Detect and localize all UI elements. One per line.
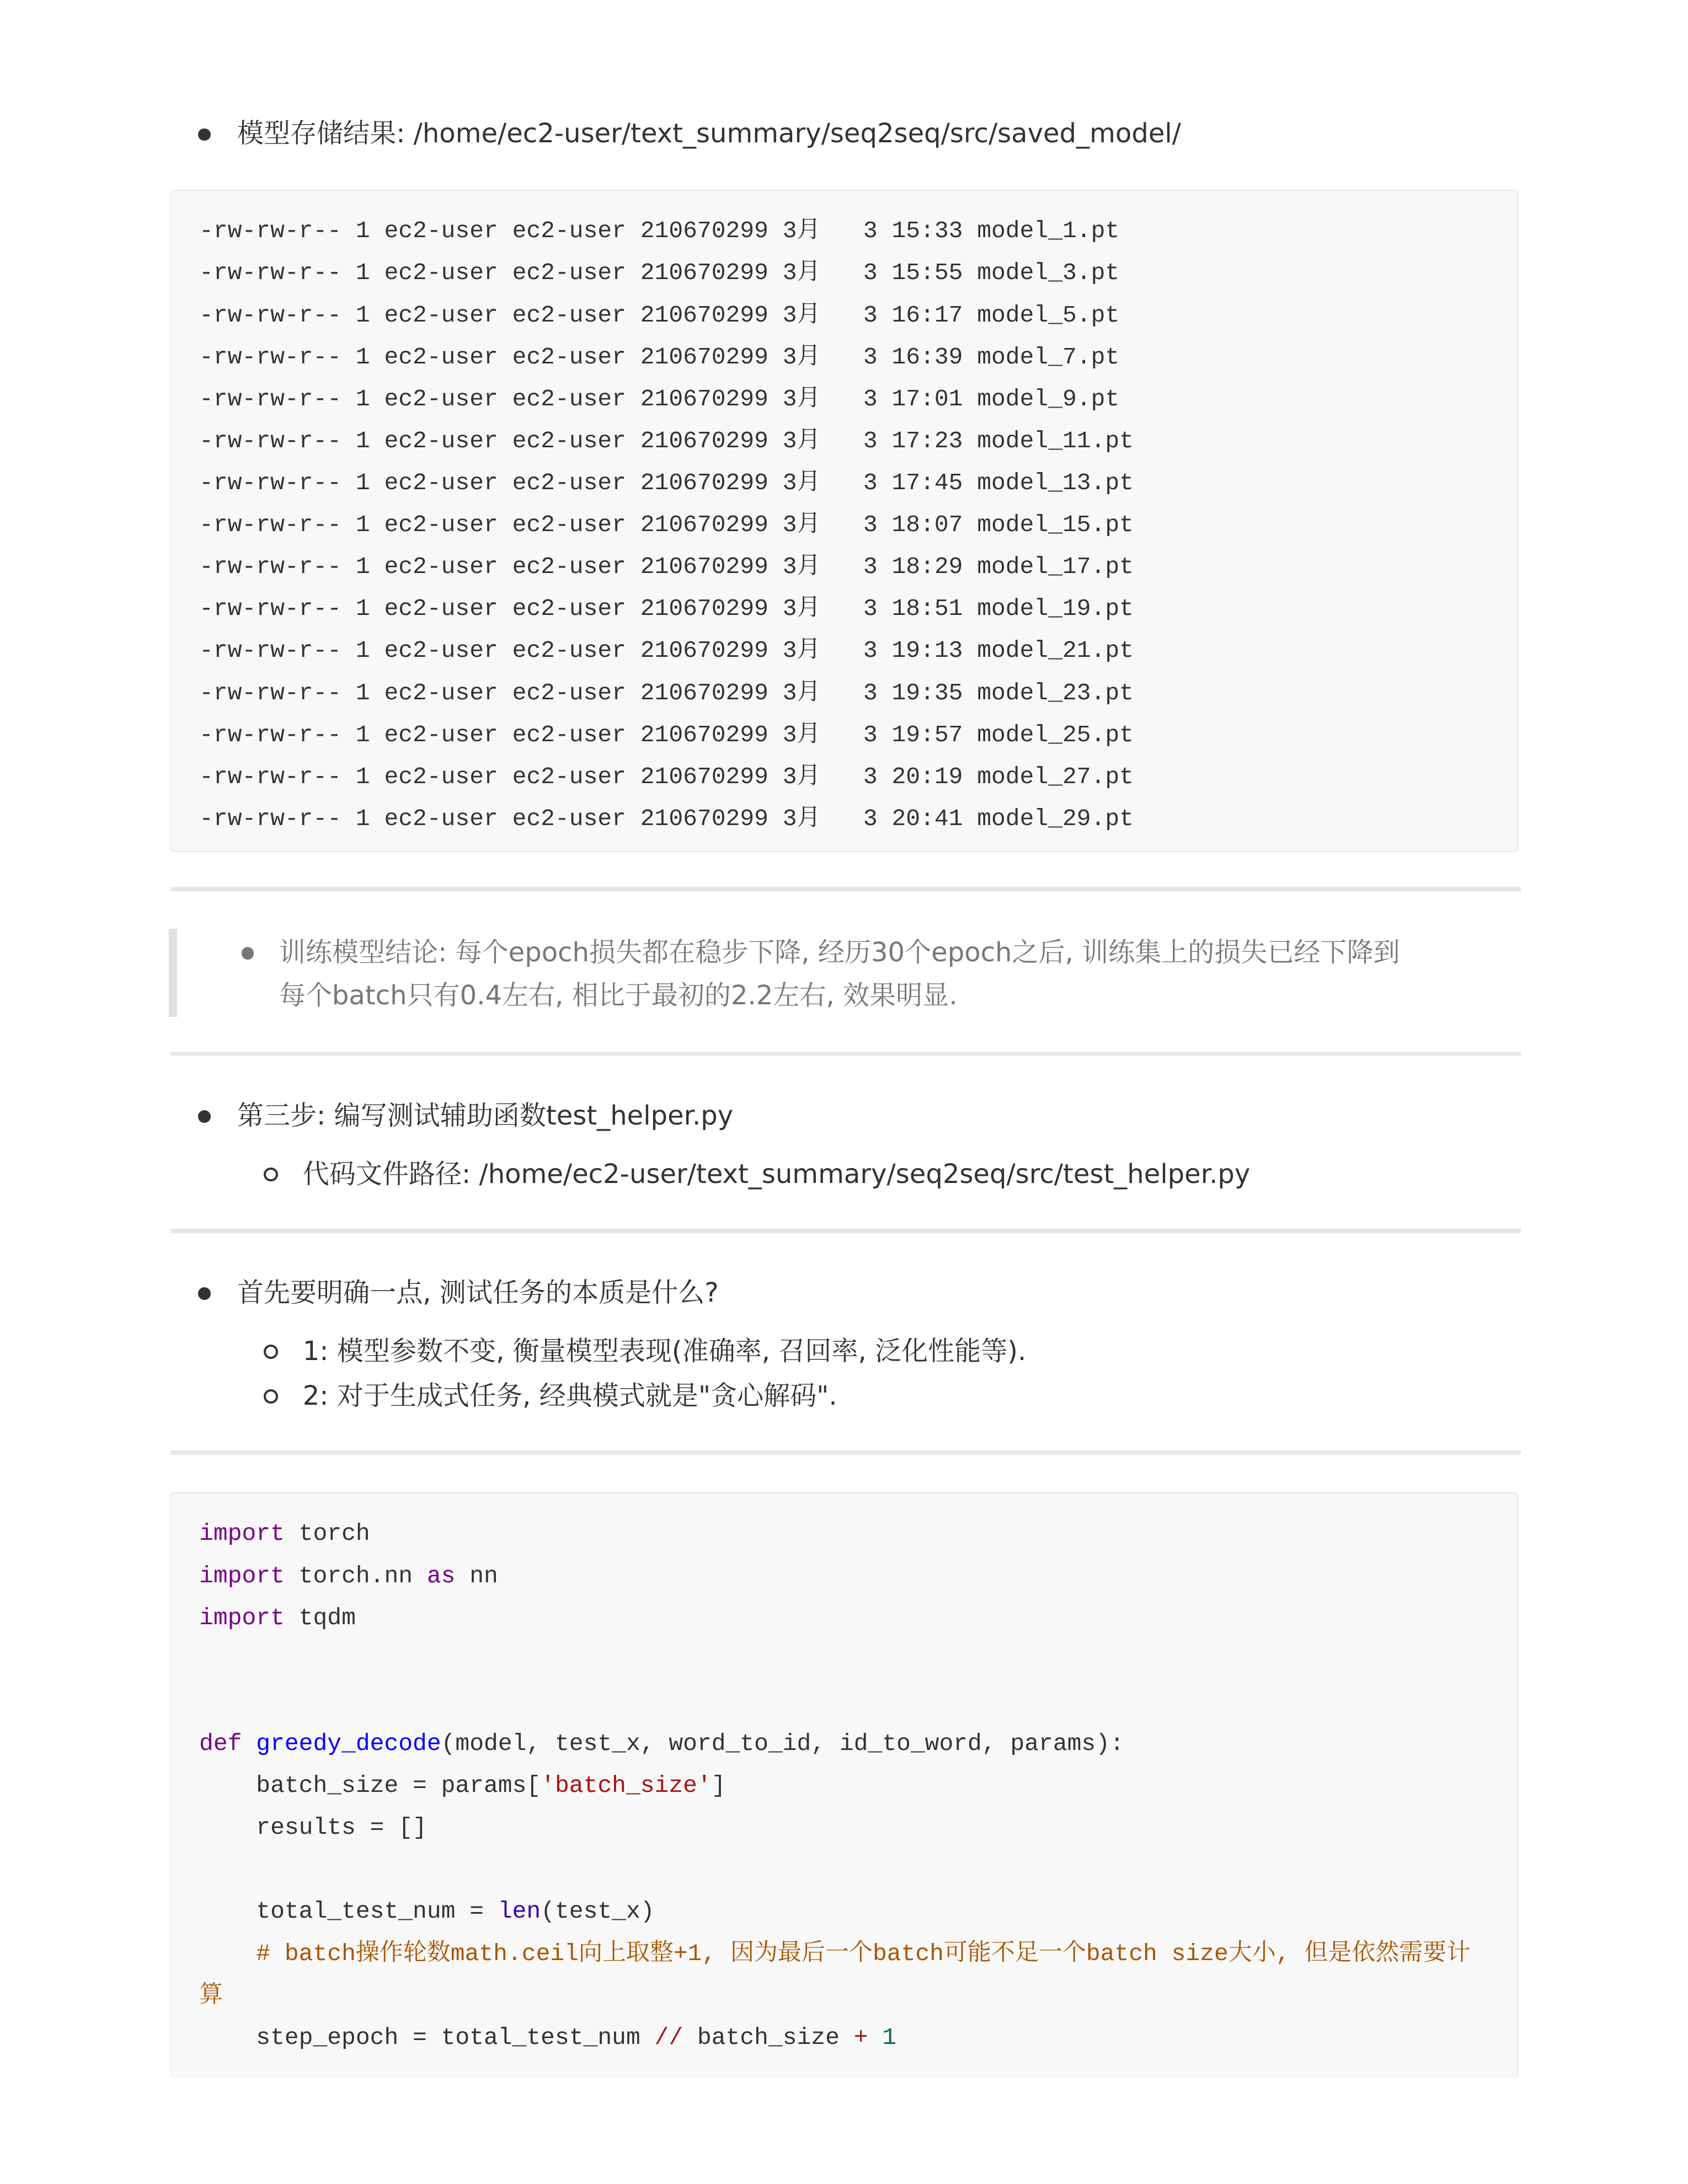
code-token: def — [199, 1730, 242, 1757]
file-listing-line: -rw-rw-r-- 1 ec2-user ec2-user 210670299 3月 3 16:17 model_5.pt — [199, 301, 1120, 329]
code-token: step_epoch = total_test_num — [199, 2024, 655, 2051]
code-line — [199, 1765, 1489, 1807]
python-code-block — [170, 1492, 1518, 2078]
test-essence-heading: 首先要明确一点, 测试任务的本质是什么? — [237, 1277, 719, 1309]
divider — [170, 1052, 1521, 1056]
code-token: import — [199, 1562, 285, 1589]
file-listing-line: -rw-rw-r-- 1 ec2-user ec2-user 210670299 3月 3 17:45 model_13.pt — [199, 469, 1134, 496]
file-listing-line: -rw-rw-r-- 1 ec2-user ec2-user 210670299 3月 3 18:07 model_15.pt — [199, 511, 1134, 539]
step3-heading: 第三步: 编写测试辅助函数test_helper.py — [237, 1100, 734, 1131]
file-listing-line: -rw-rw-r-- 1 ec2-user ec2-user 210670299 3月 3 19:57 model_25.pt — [199, 721, 1134, 748]
code-token: import — [199, 1520, 285, 1548]
code-line — [199, 1807, 1489, 1849]
code-token: 'batch_size' — [541, 1772, 712, 1800]
file-listing-line: -rw-rw-r-- 1 ec2-user ec2-user 210670299 3月 3 15:55 model_3.pt — [199, 259, 1120, 287]
code-token: results = [] — [199, 1814, 427, 1842]
code-token: nn — [455, 1562, 498, 1589]
code-token — [868, 2024, 882, 2051]
code-token: import — [199, 1604, 285, 1631]
divider — [170, 1450, 1521, 1455]
file-listing-line: -rw-rw-r-- 1 ec2-user ec2-user 210670299 3月 3 20:19 model_27.pt — [199, 763, 1134, 790]
test-point-2: 2: 对于生成式任务, 经典模式就是"贪心解码". — [302, 1380, 837, 1412]
code-line — [199, 2017, 1489, 2059]
code-token: batch_size — [683, 2024, 854, 2051]
code-line — [199, 1513, 1489, 1555]
saved-model-path-text: 模型存储结果: /home/ec2-user/text_summary/seq2seq/src/saved_model/ — [237, 118, 1181, 149]
code-file-path-text: 代码文件路径: /home/ec2-user/text_summary/seq2seq/src/test_helper.py — [302, 1159, 1251, 1190]
code-token: batch_size = params[ — [199, 1772, 541, 1800]
code-token: torch.nn — [284, 1562, 427, 1589]
file-listing-line: -rw-rw-r-- 1 ec2-user ec2-user 210670299 3月 3 15:33 model_1.pt — [199, 217, 1120, 245]
code-line — [199, 1597, 1489, 1639]
code-line — [199, 1555, 1489, 1597]
divider — [170, 1229, 1521, 1233]
code-token — [242, 1730, 257, 1757]
bullet-icon — [242, 947, 254, 960]
training-conclusion-line2: 每个batch只有0.4左右, 相比于最初的2.2左右, 效果明显. — [279, 980, 958, 1011]
training-conclusion-line1: 训练模型结论: 每个epoch损失都在稳步下降, 经历30个epoch之后, 训练集上的损失已经下降到 — [279, 936, 1400, 968]
code-token: // — [654, 2024, 683, 2051]
file-listing-code-block — [170, 190, 1518, 852]
code-line — [199, 1891, 1489, 1933]
file-listing-line: -rw-rw-r-- 1 ec2-user ec2-user 210670299 3月 3 18:51 model_19.pt — [199, 595, 1134, 623]
code-token: 1 — [882, 2024, 897, 2051]
blockquote-bar — [169, 929, 177, 1016]
code-token: total_test_num = — [199, 1898, 498, 1925]
code-token: ] — [711, 1772, 726, 1800]
code-token: + — [853, 2024, 868, 2051]
code-token: torch — [284, 1520, 370, 1548]
code-token: greedy_decode — [256, 1730, 441, 1757]
code-line — [199, 1933, 1489, 2017]
file-listing-line: -rw-rw-r-- 1 ec2-user ec2-user 210670299 3月 3 17:23 model_11.pt — [199, 427, 1134, 454]
bullet-icon — [198, 1287, 211, 1300]
code-token: (test_x) — [541, 1898, 655, 1925]
circle-bullet-icon — [264, 1389, 278, 1404]
circle-bullet-icon — [264, 1345, 278, 1359]
code-token: (model, test_x, word_to_id, id_to_word, params): — [441, 1730, 1124, 1757]
code-token: # batch操作轮数math.ceil向上取整+1, 因为最后一个batch可能不足一个batch size大小, 但是依然需要计算 — [199, 1940, 1471, 2009]
test-point-1: 1: 模型参数不变, 衡量模型表现(准确率, 召回率, 泛化性能等). — [302, 1336, 1027, 1367]
divider — [170, 887, 1521, 891]
code-token: as — [426, 1562, 456, 1589]
file-listing-line: -rw-rw-r-- 1 ec2-user ec2-user 210670299 3月 3 16:39 model_7.pt — [199, 343, 1120, 371]
circle-bullet-icon — [264, 1168, 278, 1182]
code-line — [199, 1681, 1489, 1723]
code-line — [199, 1723, 1489, 1765]
file-listing-line: -rw-rw-r-- 1 ec2-user ec2-user 210670299 3月 3 19:13 model_21.pt — [199, 637, 1134, 665]
code-token: tqdm — [284, 1604, 356, 1631]
code-line — [199, 1639, 1489, 1681]
bullet-icon — [198, 129, 211, 141]
code-line — [199, 1849, 1489, 1891]
file-listing-line: -rw-rw-r-- 1 ec2-user ec2-user 210670299 3月 3 20:41 model_29.pt — [199, 805, 1134, 832]
bullet-icon — [198, 1110, 211, 1123]
code-token: len — [498, 1898, 541, 1925]
file-listing-line: -rw-rw-r-- 1 ec2-user ec2-user 210670299 3月 3 18:29 model_17.pt — [199, 553, 1134, 581]
file-listing-line: -rw-rw-r-- 1 ec2-user ec2-user 210670299 3月 3 19:35 model_23.pt — [199, 679, 1134, 706]
file-listing-line: -rw-rw-r-- 1 ec2-user ec2-user 210670299 3月 3 17:01 model_9.pt — [199, 385, 1120, 413]
